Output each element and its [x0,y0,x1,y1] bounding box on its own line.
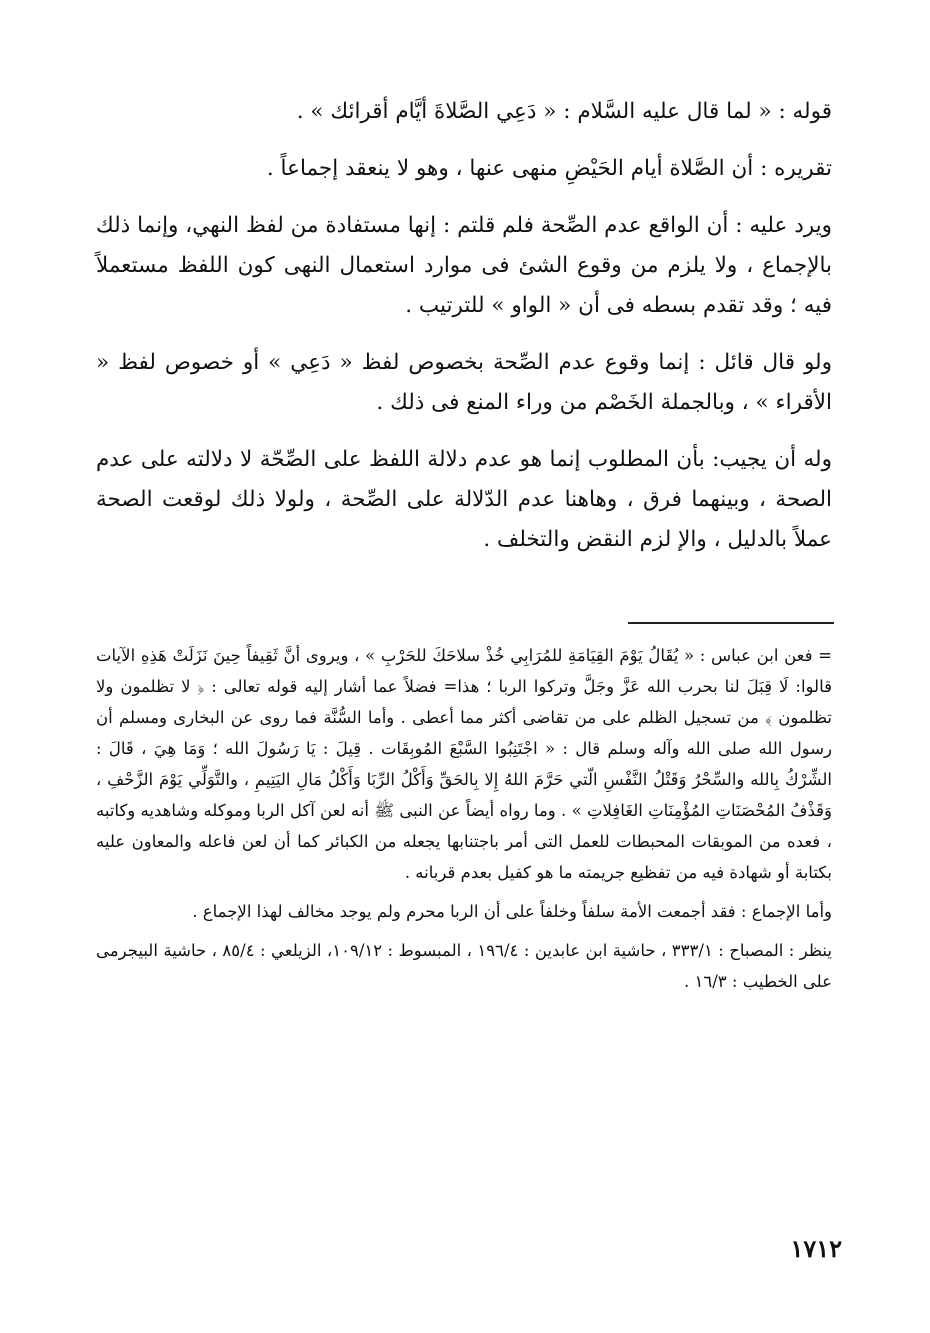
footnote-paragraph: وأما الإجماع : فقد أجمعت الأمة سلفاً وخلفاً على أن الربا محرم ولم يوجد مخالف لهذا الإجماع . [192,902,832,921]
footnotes [96,640,832,1004]
footnote-paragraph: = فعن ابن عباس : « يُقَالُ يَوْمَ القِيَامَةِ للمُرَابِي خُذْ سلاحَكَ للحَرْبِ » ، ويروى أنَّ ثَقِيفاً حِينَ نَزَلَتْ هَذِهِ الآيات قالوا: لَا قِبَلَ لنا بحرب الله عَزَّ وجَلَّ وتركوا الربا ؛ هذا= فضلاً عما أشار إليه قوله تعالى : ﴿ لا تظلمون ولا تظلمون ﴾ من تسجيل الظلم على من تقاضى أكثر مما أعطى . وأما السُّنَّة فما روى عن البخارى ومسلم أن رسول الله صلى الله وآله وسلم قال : « اجْتَنِبُوا السَّبْعَ المُوبِقَات . قِيلَ : يَا رَسُولَ الله ؛ وَمَا هِيَ ، قَالَ : الشِّرْكُ بِالله والسِّحْرُ وَقَتْلُ النَّفْسِ الّتي حَرَّمَ اللهُ إِلا بِالحَقِّ وَأَكْلُ الرِّبَا وَأَكْلُ مَالِ اليَتِيمِ ، والتَّوَلِّي يَوْمَ الزَّحْفِ ، وَقَذْفُ المُحْصَنَاتِ المُؤْمِنَاتِ الغَافِلاتِ » . وما رواه أيضاً عن النبى ﷺ أنه لعن آكل الربا وموكله وشاهديه وكاتبه ، فعده من الموبقات المحبطات للعمل التى أمر باجتنابها يجعله من الكبائر كما أن لعن فاعله والمعاون عليه بكتابة أو شهادة فيه من تفظيع جريمته ما هو كفيل بعدم قربانه . [96,646,832,882]
paragraph-explanation: تقريره : أن الصَّلاة أيام الحَيْضِ منهى عنها ، وهو لا ينعقد إجماعاً . [266,156,832,181]
footnote-divider [628,622,834,624]
main-text [96,92,832,577]
page-number: ١٧١٢ [790,1234,842,1263]
paragraph-quote: قوله : « لما قال عليه السَّلام : « دَعِي الصَّلاةَ أيَّام أقرائك » . [296,99,832,124]
paragraph-answer: وله أن يجيب: بأن المطلوب إنما هو عدم دلالة اللفظ على الصِّحّة لا دلالته على عدم الصحة ، وبينهما فرق ، وهاهنا عدم الدّلالة على الصِّحة ، ولولا ذلك لوقعت الصحة عملاً بالدليل ، والإ لزم النقض والتخلف . [96,447,832,552]
paragraph-objection: ويرد عليه : أن الواقع عدم الصِّحة فلم قلتم : إنها مستفادة من لفظ النهي، وإنما ذلك بالإجماع ، ولا يلزم من وقوع الشئ فى موارد استعمال النهى كون اللفظ مستعملاً فيه ؛ وقد تقدم بسطه فى أن « الواو » للترتيب . [96,213,832,318]
footnote-references: ينظر : المصباح : ٣٣٣/١ ، حاشية ابن عابدين : ١٩٦/٤ ، المبسوط : ١٠٩/١٢، الزيلعي : ٨٥/٤ ، حاشية البيجرمى على الخطيب : ١٦/٣ . [96,941,832,991]
paragraph-counter: ولو قال قائل : إنما وقوع عدم الصِّحة بخصوص لفظ « دَعِي » أو خصوص لفظ « الأقراء » ، وبالجملة الخَصْم من وراء المنع فى ذلك . [96,350,832,415]
